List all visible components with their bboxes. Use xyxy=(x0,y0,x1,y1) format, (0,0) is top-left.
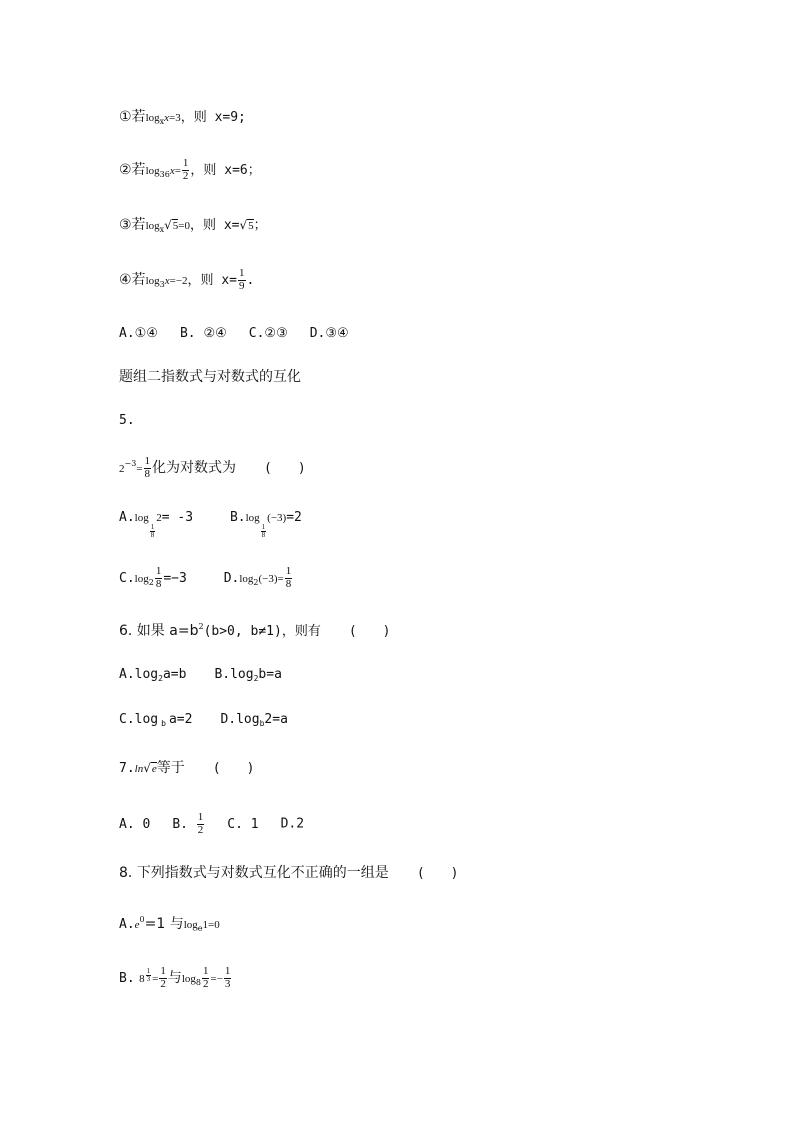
option-b[interactable]: B. ②④ xyxy=(179,326,227,341)
fraction-numerator: 1 xyxy=(285,565,292,577)
fraction-denominator: 2 xyxy=(197,823,204,836)
statement-tail: ，则 x=9; xyxy=(180,110,246,125)
fraction xyxy=(285,566,293,590)
answer-blank: ( ) xyxy=(416,866,459,881)
sqrt-icon: √ xyxy=(143,761,151,775)
log-base: 2 xyxy=(253,578,259,588)
log-base: 2 xyxy=(158,674,163,683)
option-c[interactable]: C.②③ xyxy=(248,326,288,341)
equation-rhs: =0 xyxy=(178,220,191,232)
option-c[interactable]: C. 1 xyxy=(227,816,259,832)
question-text: 8. 下列指数式与对数式互化不正确的一组是 xyxy=(119,865,389,881)
log-text: log xyxy=(134,573,149,586)
power-base: 2 xyxy=(119,463,125,476)
option-label: A. xyxy=(119,917,135,932)
fraction xyxy=(155,566,163,590)
option-rhs: a=b xyxy=(162,667,187,682)
fraction-numerator: 1 xyxy=(239,267,245,279)
option-d[interactable] xyxy=(220,712,287,727)
fraction-numerator: 1 xyxy=(144,455,151,467)
option-d[interactable]: D.③④ xyxy=(309,326,349,341)
option-rhs: = -3 xyxy=(161,510,194,525)
fraction-numerator: 1 xyxy=(160,965,166,977)
fraction xyxy=(197,812,205,836)
option-rhs: =−3 xyxy=(163,571,187,587)
option-label: C. xyxy=(119,712,135,727)
statement-mark: ③若 xyxy=(119,217,146,233)
option-label: D. xyxy=(223,571,240,587)
connector-text: 与 xyxy=(167,970,182,987)
q4-options xyxy=(119,326,349,340)
option-label: A. xyxy=(119,510,135,525)
log-base-fraction xyxy=(150,524,156,540)
answer-blank: ( ) xyxy=(348,624,391,639)
option-rhs: a=2 xyxy=(168,712,193,727)
option-label: D. xyxy=(220,712,237,727)
exponent: 2 xyxy=(198,622,204,631)
log-argument: (−3) xyxy=(267,512,287,524)
fraction xyxy=(144,456,152,480)
option-b[interactable] xyxy=(172,811,205,836)
question-5-number: 5. xyxy=(119,413,135,428)
option-rhs: =2 xyxy=(286,510,302,525)
log-text: log xyxy=(134,667,159,682)
fraction-denominator: 8 xyxy=(261,531,266,540)
log-base: 2 xyxy=(148,578,154,588)
fraction-numerator: 1 xyxy=(224,965,231,977)
log-text: log xyxy=(239,573,254,586)
equation-rhs: =0 xyxy=(208,919,220,931)
log-base: b xyxy=(161,719,166,728)
option-rhs: 2=a xyxy=(264,712,288,727)
option-d[interactable] xyxy=(223,565,294,590)
fraction xyxy=(202,966,210,990)
question-condition: (b>0, b≠1)，则有 xyxy=(203,624,321,639)
option-c[interactable] xyxy=(119,712,192,727)
log-text: log xyxy=(134,512,149,524)
option-a[interactable]: A. 0 xyxy=(119,816,151,832)
fraction xyxy=(182,158,190,182)
power-exponent: 0 xyxy=(139,915,145,924)
log-text: log xyxy=(134,712,159,727)
fraction-denominator: 3 xyxy=(146,975,151,984)
statement-mark: ①若 xyxy=(119,109,146,125)
question-8-stem xyxy=(119,866,458,880)
log-text: log xyxy=(245,512,260,524)
fraction-numerator: 1 xyxy=(150,523,155,531)
answer-blank: ( ) xyxy=(264,461,306,477)
log-base: x xyxy=(159,225,165,234)
log-argument: 1 xyxy=(202,919,209,931)
equals: = xyxy=(277,573,284,586)
question-text: 等于 xyxy=(156,760,185,776)
fraction-numerator: 1 xyxy=(202,965,209,977)
statement-end: ； xyxy=(253,218,267,233)
sqrt-icon: √ xyxy=(164,218,172,232)
question-5-options-ab xyxy=(119,510,302,540)
question-6-stem xyxy=(119,623,391,638)
statement-4 xyxy=(119,268,254,292)
statement-mark: ④若 xyxy=(119,272,146,289)
fraction-numerator: 1 xyxy=(182,157,189,169)
fraction-denominator: 8 xyxy=(144,467,151,480)
log-base: b xyxy=(259,719,265,728)
fraction-denominator: 8 xyxy=(150,531,155,540)
question-5-stem xyxy=(119,456,306,480)
power-base: e xyxy=(134,919,140,931)
option-a[interactable]: A.①④ xyxy=(119,326,158,341)
sqrt-icon: √ xyxy=(239,218,248,232)
statement-tail: ，则 x= xyxy=(190,218,240,233)
fraction-numerator: 1 xyxy=(155,565,162,577)
fraction-numerator: 1 xyxy=(146,967,151,976)
statement-mark: ②若 xyxy=(119,162,146,179)
log-base: x xyxy=(159,117,165,126)
question-8-option-a[interactable] xyxy=(119,916,220,933)
question-number: 7. xyxy=(119,761,135,776)
variable: x xyxy=(164,112,170,124)
power-base: 8 xyxy=(139,973,145,986)
fraction-numerator: 1 xyxy=(261,523,266,531)
log-text: log xyxy=(145,275,160,288)
question-text: 化为对数式为 xyxy=(152,460,237,477)
statement-tail: ，则 x= xyxy=(187,273,238,289)
question-text: 6. 如果 a=b xyxy=(119,623,199,639)
ln-text: ln xyxy=(134,763,144,775)
fraction xyxy=(238,268,246,292)
fraction xyxy=(159,966,167,990)
statement-1 xyxy=(119,110,246,126)
statement-3 xyxy=(119,218,267,234)
log-base: 2 xyxy=(253,674,259,683)
option-label: B. xyxy=(172,816,188,832)
equals: = xyxy=(136,463,143,476)
log-text: log xyxy=(181,973,196,986)
question-8-option-b[interactable] xyxy=(119,966,232,990)
statement-tail: ，则 x=6； xyxy=(190,163,261,179)
option-a[interactable] xyxy=(119,667,186,682)
fraction-denominator: 8 xyxy=(285,577,292,590)
option-b[interactable] xyxy=(214,667,281,682)
section-title: 题组二指数式与对数式的互化 xyxy=(119,369,301,385)
option-b[interactable] xyxy=(229,509,302,540)
radicand: e xyxy=(151,763,157,775)
question-5-options-cd xyxy=(119,566,293,590)
log-base: 8 xyxy=(195,978,201,988)
option-label: A. xyxy=(119,667,135,682)
log-text: log xyxy=(145,165,160,178)
option-rhs: b=a xyxy=(258,667,282,682)
statement-2 xyxy=(119,158,261,182)
statement-end: . xyxy=(246,273,255,289)
equals: = xyxy=(174,165,181,178)
variable: x xyxy=(169,165,175,178)
log-base: 36 xyxy=(159,170,170,180)
fraction-denominator: 2 xyxy=(182,169,189,182)
log-text: log xyxy=(183,919,198,931)
power-exponent: −3 xyxy=(124,459,137,469)
option-a[interactable] xyxy=(119,509,197,540)
question-6-options-ab xyxy=(119,668,282,683)
equals: = xyxy=(152,973,159,986)
variable: x xyxy=(164,275,170,288)
log-text: log xyxy=(230,667,254,682)
log-base: 3 xyxy=(159,280,165,290)
equation-rhs: =3 xyxy=(169,112,181,124)
log-argument: 2 xyxy=(156,512,162,524)
exponent-fraction xyxy=(146,968,152,984)
fraction-denominator: 8 xyxy=(155,577,162,590)
option-d[interactable]: D.2 xyxy=(280,816,305,832)
equals: =− xyxy=(210,973,223,986)
fraction-denominator: 2 xyxy=(202,977,209,990)
option-label: B. xyxy=(229,510,246,525)
option-label: B. xyxy=(119,971,135,987)
option-label: B. xyxy=(214,667,231,682)
radicand: 5 xyxy=(172,220,179,232)
option-label: C. xyxy=(119,571,135,587)
fraction-denominator: 9 xyxy=(239,279,245,292)
question-7-options xyxy=(119,812,304,836)
fraction-numerator: 1 xyxy=(197,811,204,823)
equation-part: =1 与 xyxy=(144,916,184,932)
equation-rhs: =−2 xyxy=(169,275,188,288)
question-7-stem xyxy=(119,761,254,775)
radicand: 5 xyxy=(248,220,254,232)
log-text: log xyxy=(236,712,260,727)
fraction-denominator: 3 xyxy=(224,977,231,990)
answer-blank: ( ) xyxy=(212,761,255,776)
log-text: log xyxy=(145,220,160,232)
log-base-fraction xyxy=(261,524,267,540)
option-c[interactable] xyxy=(119,565,191,590)
fraction-denominator: 2 xyxy=(160,977,166,990)
question-6-options-cd xyxy=(119,713,288,728)
log-argument: (−3) xyxy=(258,573,278,586)
fraction xyxy=(224,966,232,990)
log-base: e xyxy=(197,924,203,933)
log-text: log xyxy=(145,112,160,124)
